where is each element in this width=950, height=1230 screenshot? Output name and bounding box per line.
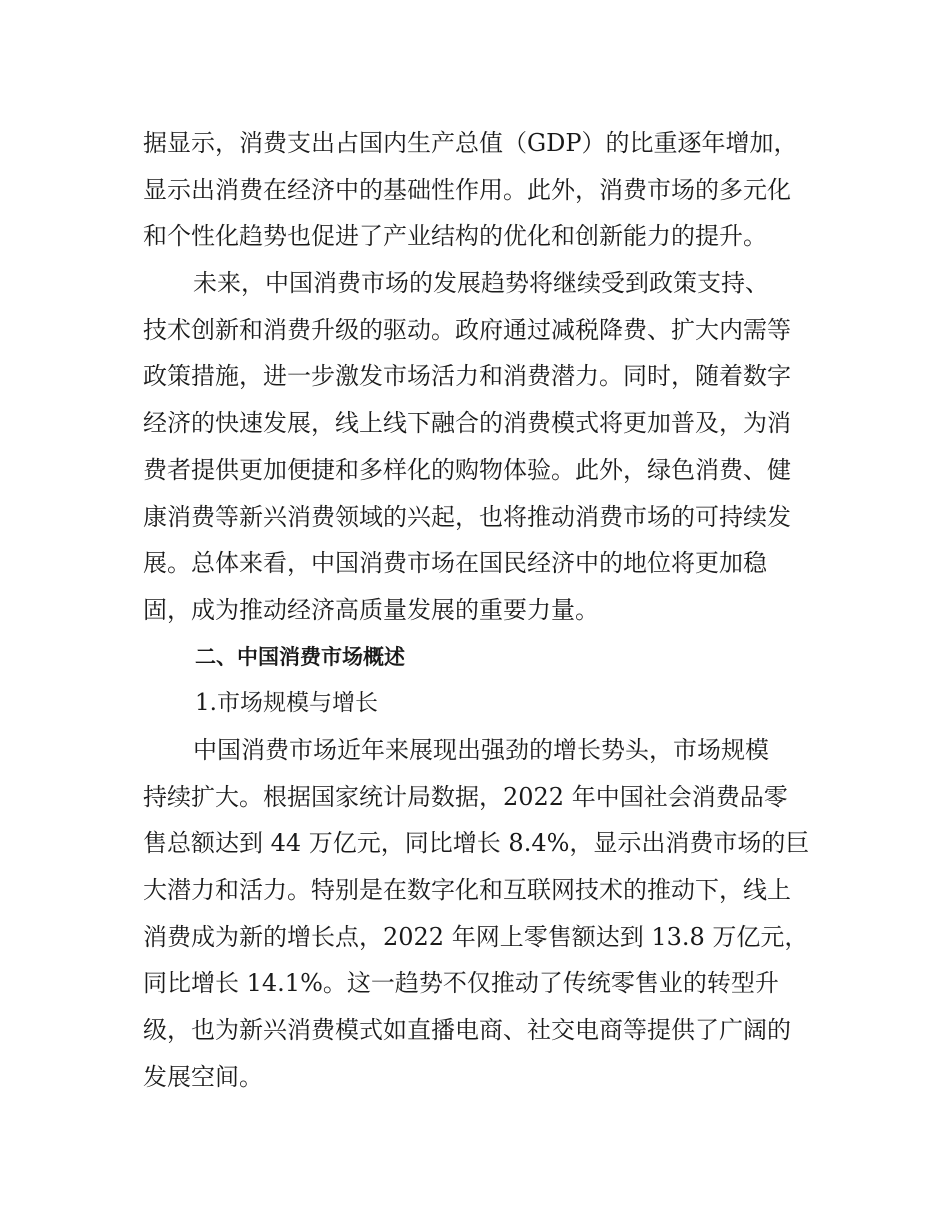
text-line: 显示出消费在经济中的基础性作用。此外，消费市场的多元化 bbox=[143, 175, 791, 204]
text-line: 消费成为新的增长点，2022 年网上零售额达到 13.8 万亿元， bbox=[143, 922, 809, 951]
text-line: 展。总体来看，中国消费市场在国民经济中的地位将更加稳 bbox=[143, 549, 767, 578]
text-line: 未来，中国消费市场的发展趋势将继续受到政策支持、 bbox=[193, 269, 769, 298]
text-line: 级，也为新兴消费模式如直播电商、社交电商等提供了广阔的 bbox=[143, 1016, 791, 1045]
text-line: 持续扩大。根据国家统计局数据，2022 年中国社会消费品零 bbox=[143, 782, 788, 811]
text-line: 发展空间。 bbox=[143, 1062, 263, 1091]
text-line: 据显示，消费支出占国内生产总值（GDP）的比重逐年增加， bbox=[143, 129, 798, 157]
text-line: 政策措施，进一步激发市场活力和消费潜力。同时，随着数字 bbox=[143, 362, 791, 391]
paragraph-2 bbox=[143, 260, 823, 634]
text-line: 中国消费市场近年来展现出强劲的增长势头，市场规模 bbox=[193, 735, 769, 764]
paragraph-3 bbox=[143, 727, 823, 1101]
text-line: 经济的快速发展，线上线下融合的消费模式将更加普及，为消 bbox=[143, 409, 791, 438]
text-line: 售总额达到 44 万亿元，同比增长 8.4%，显示出消费市场的巨 bbox=[143, 829, 810, 858]
document-body bbox=[143, 120, 823, 1100]
text-line: 和个性化趋势也促进了产业结构的优化和创新能力的提升。 bbox=[143, 222, 767, 251]
paragraph-1 bbox=[143, 120, 823, 260]
text-line: 固，成为推动经济高质量发展的重要力量。 bbox=[143, 595, 599, 624]
text-line: 大潜力和活力。特别是在数字化和互联网技术的推动下，线上 bbox=[143, 876, 791, 904]
text-line: 技术创新和消费升级的驱动。政府通过减税降费、扩大内需等 bbox=[143, 315, 791, 344]
section-heading: 二、中国消费市场概述 bbox=[195, 644, 405, 669]
text-line: 费者提供更加便捷和多样化的购物体验。此外，绿色消费、健 bbox=[143, 455, 791, 484]
text-line: 同比增长 14.1%。这一趋势不仅推动了传统零售业的转型升 bbox=[143, 969, 779, 998]
subsection-heading: 1.市场规模与增长 bbox=[195, 690, 378, 717]
text-line: 康消费等新兴消费领域的兴起，也将推动消费市场的可持续发 bbox=[143, 502, 791, 531]
